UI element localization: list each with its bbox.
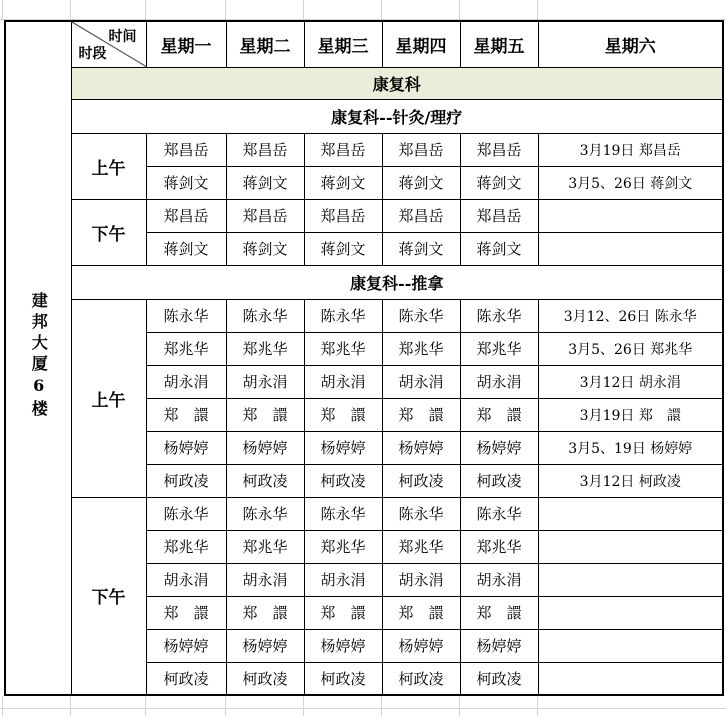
doctor-cell[interactable]: 郑兆华 [146, 530, 226, 563]
saturday-cell[interactable] [538, 199, 723, 232]
building-label-cell[interactable] [5, 21, 71, 695]
schedule-table-body [5, 21, 723, 695]
doctor-cell[interactable]: 柯政凌 [460, 662, 538, 695]
doctor-cell[interactable]: 杨婷婷 [382, 629, 460, 662]
doctor-cell[interactable]: 胡永涓 [382, 563, 460, 596]
saturday-cell[interactable]: 3月12、26日 陈永华 [538, 299, 723, 332]
gridline [303, 696, 304, 716]
doctor-cell[interactable]: 陈永华 [146, 497, 226, 530]
doctor-cell[interactable]: 杨婷婷 [146, 431, 226, 464]
doctor-cell[interactable]: 陈永华 [382, 299, 460, 332]
period-cell[interactable]: 下午 [71, 497, 146, 695]
doctor-cell[interactable]: 郑兆华 [226, 332, 304, 365]
doctor-cell[interactable]: 郑 譞 [226, 398, 304, 431]
doctor-cell[interactable]: 郑兆华 [460, 530, 538, 563]
saturday-cell[interactable]: 3月5、26日 郑兆华 [538, 332, 723, 365]
doctor-cell[interactable]: 胡永涓 [382, 365, 460, 398]
doctor-cell[interactable]: 郑 譞 [226, 596, 304, 629]
gridline [2, 0, 3, 20]
doctor-cell[interactable]: 郑昌岳 [382, 199, 460, 232]
doctor-cell[interactable]: 郑昌岳 [146, 133, 226, 166]
doctor-cell[interactable]: 胡永涓 [226, 365, 304, 398]
corner-period-label: 时段 [78, 45, 107, 62]
gridline [537, 696, 538, 716]
doctor-cell[interactable]: 柯政凌 [382, 662, 460, 695]
doctor-cell[interactable]: 陈永华 [382, 497, 460, 530]
doctor-cell[interactable]: 柯政凌 [460, 464, 538, 497]
gridline [225, 0, 226, 20]
gridline [0, 708, 726, 709]
schedule-row [5, 497, 723, 530]
saturday-cell[interactable]: 3月19日 郑 譞 [538, 398, 723, 431]
doctor-cell[interactable]: 杨婷婷 [304, 629, 382, 662]
doctor-cell[interactable]: 蒋剑文 [382, 166, 460, 199]
gridline [537, 0, 538, 20]
doctor-cell[interactable]: 郑兆华 [304, 332, 382, 365]
doctor-cell[interactable]: 陈永华 [226, 299, 304, 332]
day-header-tuesday[interactable]: 星期二 [226, 21, 304, 67]
doctor-cell[interactable]: 柯政凌 [304, 662, 382, 695]
doctor-cell[interactable]: 郑昌岳 [460, 199, 538, 232]
day-header-monday[interactable]: 星期一 [146, 21, 226, 67]
doctor-cell[interactable]: 陈永华 [226, 497, 304, 530]
doctor-cell[interactable]: 郑 譞 [460, 596, 538, 629]
doctor-cell[interactable]: 胡永涓 [460, 563, 538, 596]
section1-title[interactable]: 康复科--针灸/理疗 [71, 99, 723, 133]
doctor-cell[interactable]: 郑昌岳 [226, 199, 304, 232]
schedule-row [5, 133, 723, 166]
doctor-cell[interactable]: 郑昌岳 [304, 199, 382, 232]
section1-title-row [5, 99, 723, 133]
doctor-cell[interactable]: 郑昌岳 [460, 133, 538, 166]
doctor-cell[interactable]: 陈永华 [304, 299, 382, 332]
doctor-cell[interactable]: 蒋剑文 [226, 166, 304, 199]
doctor-cell[interactable]: 杨婷婷 [382, 431, 460, 464]
doctor-cell[interactable]: 郑兆华 [146, 332, 226, 365]
doctor-cell[interactable]: 蒋剑文 [146, 232, 226, 265]
saturday-cell[interactable]: 3月19日 郑昌岳 [538, 133, 723, 166]
doctor-cell[interactable]: 郑 譞 [146, 596, 226, 629]
doctor-cell[interactable]: 杨婷婷 [146, 629, 226, 662]
doctor-cell[interactable]: 杨婷婷 [460, 431, 538, 464]
doctor-cell[interactable]: 柯政凌 [304, 464, 382, 497]
saturday-cell[interactable] [538, 232, 723, 265]
doctor-cell[interactable]: 郑 譞 [146, 398, 226, 431]
gridline [70, 0, 71, 20]
doctor-cell[interactable]: 郑兆华 [460, 332, 538, 365]
doctor-cell[interactable]: 郑 譞 [304, 596, 382, 629]
gridline [381, 0, 382, 20]
department-banner-row [5, 67, 723, 99]
section2-title[interactable]: 康复科--推拿 [71, 265, 723, 299]
doctor-cell[interactable]: 郑 譞 [460, 398, 538, 431]
doctor-cell[interactable]: 陈永华 [460, 497, 538, 530]
saturday-cell[interactable] [538, 629, 723, 662]
period-cell[interactable]: 上午 [71, 299, 146, 497]
gridline [303, 0, 304, 20]
doctor-cell[interactable]: 郑 譞 [382, 596, 460, 629]
corner-header-cell[interactable] [71, 21, 146, 67]
doctor-cell[interactable]: 郑 譞 [304, 398, 382, 431]
doctor-cell[interactable]: 杨婷婷 [460, 629, 538, 662]
doctor-cell[interactable]: 郑 譞 [382, 398, 460, 431]
days-header-row [5, 21, 723, 67]
doctor-cell[interactable]: 郑兆华 [304, 530, 382, 563]
doctor-cell[interactable]: 柯政凌 [146, 464, 226, 497]
doctor-cell[interactable]: 蒋剑文 [382, 232, 460, 265]
doctor-cell[interactable]: 陈永华 [460, 299, 538, 332]
saturday-cell[interactable]: 3月5、26日 蒋剑文 [538, 166, 723, 199]
doctor-cell[interactable]: 胡永涓 [304, 365, 382, 398]
doctor-cell[interactable]: 胡永涓 [226, 563, 304, 596]
doctor-cell[interactable]: 蒋剑文 [226, 232, 304, 265]
doctor-cell[interactable]: 郑兆华 [382, 530, 460, 563]
department-banner[interactable]: 康复科 [71, 67, 723, 99]
schedule-table [4, 20, 724, 696]
corner-time-label: 时间 [108, 29, 137, 45]
gridline [145, 0, 146, 20]
day-header-friday[interactable]: 星期五 [460, 21, 538, 67]
doctor-cell[interactable]: 陈永华 [146, 299, 226, 332]
doctor-cell[interactable]: 柯政凌 [382, 464, 460, 497]
doctor-cell[interactable]: 杨婷婷 [304, 431, 382, 464]
doctor-cell[interactable]: 蒋剑文 [460, 232, 538, 265]
doctor-cell[interactable]: 郑昌岳 [146, 199, 226, 232]
gridline [225, 696, 226, 716]
period-cell[interactable]: 上午 [71, 133, 146, 199]
day-header-wednesday[interactable]: 星期三 [304, 21, 382, 67]
doctor-cell[interactable]: 蒋剑文 [460, 166, 538, 199]
saturday-cell[interactable]: 3月12日 柯政凌 [538, 464, 723, 497]
saturday-cell[interactable] [538, 530, 723, 563]
doctor-cell[interactable]: 柯政凌 [226, 662, 304, 695]
doctor-cell[interactable]: 郑昌岳 [304, 133, 382, 166]
day-header-thursday[interactable]: 星期四 [382, 21, 460, 67]
doctor-cell[interactable]: 胡永涓 [460, 365, 538, 398]
saturday-cell[interactable]: 3月5、19日 杨婷婷 [538, 431, 723, 464]
saturday-cell[interactable] [538, 497, 723, 530]
doctor-cell[interactable]: 柯政凌 [226, 464, 304, 497]
doctor-cell[interactable]: 蒋剑文 [304, 232, 382, 265]
doctor-cell[interactable]: 胡永涓 [146, 563, 226, 596]
doctor-cell[interactable]: 郑兆华 [382, 332, 460, 365]
doctor-cell[interactable]: 郑昌岳 [382, 133, 460, 166]
doctor-cell[interactable]: 陈永华 [304, 497, 382, 530]
saturday-cell[interactable] [538, 596, 723, 629]
doctor-cell[interactable]: 蒋剑文 [304, 166, 382, 199]
gridline [459, 0, 460, 20]
gridline [70, 696, 71, 716]
saturday-cell[interactable] [538, 563, 723, 596]
period-cell[interactable]: 下午 [71, 199, 146, 265]
day-header-saturday[interactable]: 星期六 [538, 21, 723, 67]
doctor-cell[interactable]: 杨婷婷 [226, 629, 304, 662]
schedule-row [5, 299, 723, 332]
gridline [459, 696, 460, 716]
gridline [145, 696, 146, 716]
section2-title-row [5, 265, 723, 299]
gridline [381, 696, 382, 716]
gridline [2, 696, 3, 716]
saturday-cell[interactable] [538, 662, 723, 695]
doctor-cell[interactable]: 郑昌岳 [226, 133, 304, 166]
building-label: 建邦大厦6楼 [29, 291, 49, 421]
schedule-row [5, 199, 723, 232]
doctor-cell[interactable]: 胡永涓 [304, 563, 382, 596]
saturday-cell[interactable]: 3月12日 胡永涓 [538, 365, 723, 398]
doctor-cell[interactable]: 郑兆华 [226, 530, 304, 563]
doctor-cell[interactable]: 杨婷婷 [226, 431, 304, 464]
doctor-cell[interactable]: 蒋剑文 [146, 166, 226, 199]
doctor-cell[interactable]: 胡永涓 [146, 365, 226, 398]
doctor-cell[interactable]: 柯政凌 [146, 662, 226, 695]
